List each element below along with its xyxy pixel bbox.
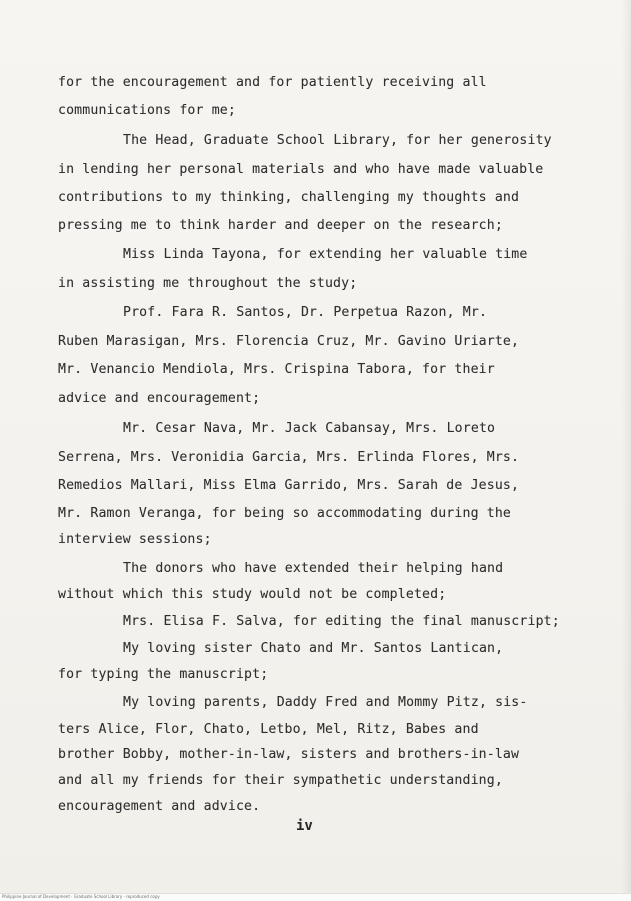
text-line: Remedios Mallari, Miss Elma Garrido, Mrs. Sarah de Jesus, (58, 478, 520, 493)
text-line: Miss Linda Tayona, for extending her valuable time (123, 247, 528, 262)
text-line: Mrs. Elisa F. Salva, for editing the final manuscript; (123, 614, 560, 629)
text-line: Mr. Venancio Mendiola, Mrs. Crispina Tabora, for their (58, 362, 495, 377)
text-line: My loving sister Chato and Mr. Santos Lantican, (123, 641, 504, 656)
page-number: iv (296, 818, 313, 834)
text-line: for typing the manuscript; (58, 667, 269, 682)
text-line: The donors who have extended their helping hand (123, 561, 504, 576)
text-line: Mr. Cesar Nava, Mr. Jack Cabansay, Mrs. Loreto (123, 421, 496, 436)
text-line: ters Alice, Flor, Chato, Letbo, Mel, Ritz, Babes and (58, 722, 479, 737)
text-line: contributions to my thinking, challenging my thoughts and (58, 190, 520, 205)
text-line: advice and encouragement; (58, 391, 261, 406)
text-line: in lending her personal materials and who have made valuable (58, 162, 544, 177)
text-line: Serrena, Mrs. Veronidia Garcia, Mrs. Erlinda Flores, Mrs. (58, 450, 520, 465)
scan-footer-text: Philippine Journal of Development · Graduate School Library · reproduced copy (2, 894, 160, 899)
text-line: Ruben Marasigan, Mrs. Florencia Cruz, Mr. Gavino Uriarte, (58, 334, 520, 349)
text-line: The Head, Graduate School Library, for her generosity (123, 133, 552, 148)
text-line: for the encouragement and for patiently receiving all (58, 75, 487, 90)
text-line: brother Bobby, mother-in-law, sisters and brothers-in-law (58, 747, 520, 762)
text-line: Prof. Fara R. Santos, Dr. Perpetua Razon, Mr. (123, 305, 488, 320)
text-line: Mr. Ramon Veranga, for being so accommodating during the (58, 506, 512, 521)
text-line: in assisting me throughout the study; (58, 276, 358, 291)
text-line: My loving parents, Daddy Fred and Mommy Pitz, sis- (123, 695, 528, 710)
text-line: communications for me; (58, 103, 236, 118)
text-line: without which this study would not be completed; (58, 587, 447, 602)
text-line: encouragement and advice. (58, 799, 261, 814)
text-line: interview sessions; (58, 532, 212, 547)
text-line: pressing me to think harder and deeper on the research; (58, 218, 503, 233)
text-line: and all my friends for their sympathetic understanding, (58, 773, 503, 788)
